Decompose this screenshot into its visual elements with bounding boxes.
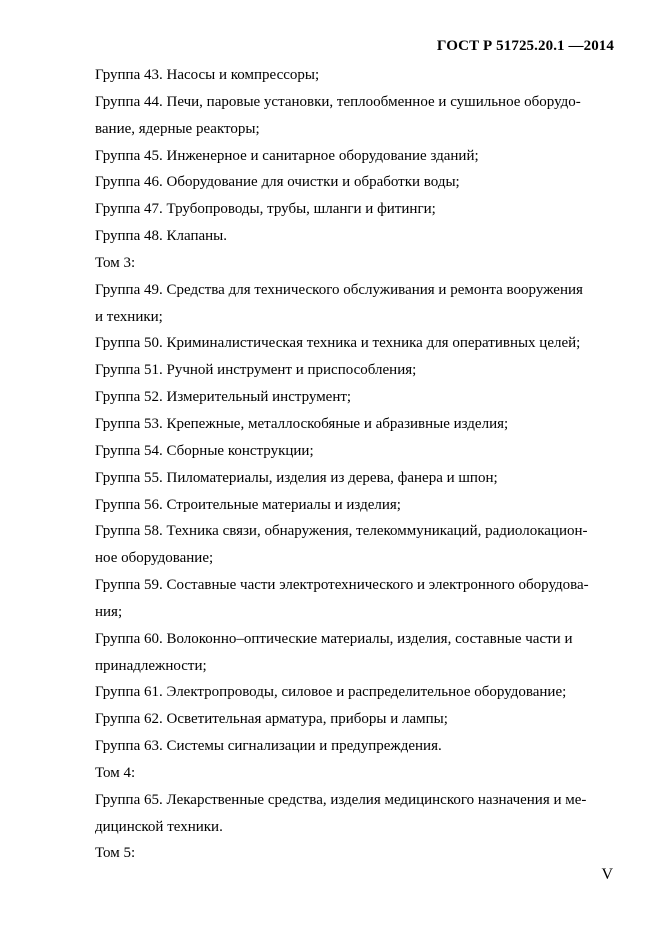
text-line: Группа 48. Клапаны. [95,228,227,245]
document-code-header: ГОСТ Р 51725.20.1 —2014 [436,38,614,54]
text-line: Группа 55. Пиломатериалы, изделия из дерева, фанера и шпон; [95,469,498,486]
text-line: Группа 59. Составные части электротехнического и электронного оборудова- [95,577,589,594]
text-line: Группа 61. Электропроводы, силовое и распределительное оборудование; [95,684,567,701]
text-line: Группа 52. Измерительный инструмент; [95,389,352,406]
text-line: Группа 46. Оборудование для очистки и обработки воды; [95,174,460,191]
text-line: Группа 45. Инженерное и санитарное оборудование зданий; [95,147,479,164]
volume-heading: Том 5: [95,845,136,862]
text-line: Группа 63. Системы сигнализации и предупреждения. [95,738,442,755]
text-line: Группа 49. Средства для технического обслуживания и ремонта вооружения [95,281,583,298]
volume-heading: Том 3: [95,254,136,271]
text-line: Группа 50. Криминалистическая техника и техника для оперативных целей; [95,335,581,352]
text-line: Группа 62. Осветительная арматура, приборы и лампы; [95,711,448,728]
text-line: Группа 51. Ручной инструмент и приспособления; [95,362,417,379]
text-line: ное оборудование; [95,550,214,567]
body-text [95,62,615,867]
text-line: Группа 58. Техника связи, обнаружения, телекоммуникаций, радиолокацион- [95,523,588,540]
text-line: ния; [95,603,123,620]
text-line: дицинской техники. [95,818,223,835]
text-line: и техники; [95,308,163,325]
text-line: вание, ядерные реакторы; [95,120,260,137]
text-line: принадлежности; [95,657,207,674]
text-line: Группа 47. Трубопроводы, трубы, шланги и фитинги; [95,201,436,218]
text-line: Группа 44. Печи, паровые установки, теплообменное и сушильное оборудо- [95,93,581,110]
text-line: Группа 54. Сборные конструкции; [95,442,314,459]
text-line: Группа 65. Лекарственные средства, изделия медицинского назначения и ме- [95,791,587,808]
text-line: Группа 56. Строительные материалы и изделия; [95,496,401,513]
page-number: V [601,866,613,883]
text-line: Группа 53. Крепежные, металлоскобяные и абразивные изделия; [95,415,509,432]
volume-heading: Том 4: [95,764,136,781]
text-line: Группа 60. Волоконно–оптические материалы, изделия, составные части и [95,630,573,647]
text-line: Группа 43. Насосы и компрессоры; [95,67,320,83]
